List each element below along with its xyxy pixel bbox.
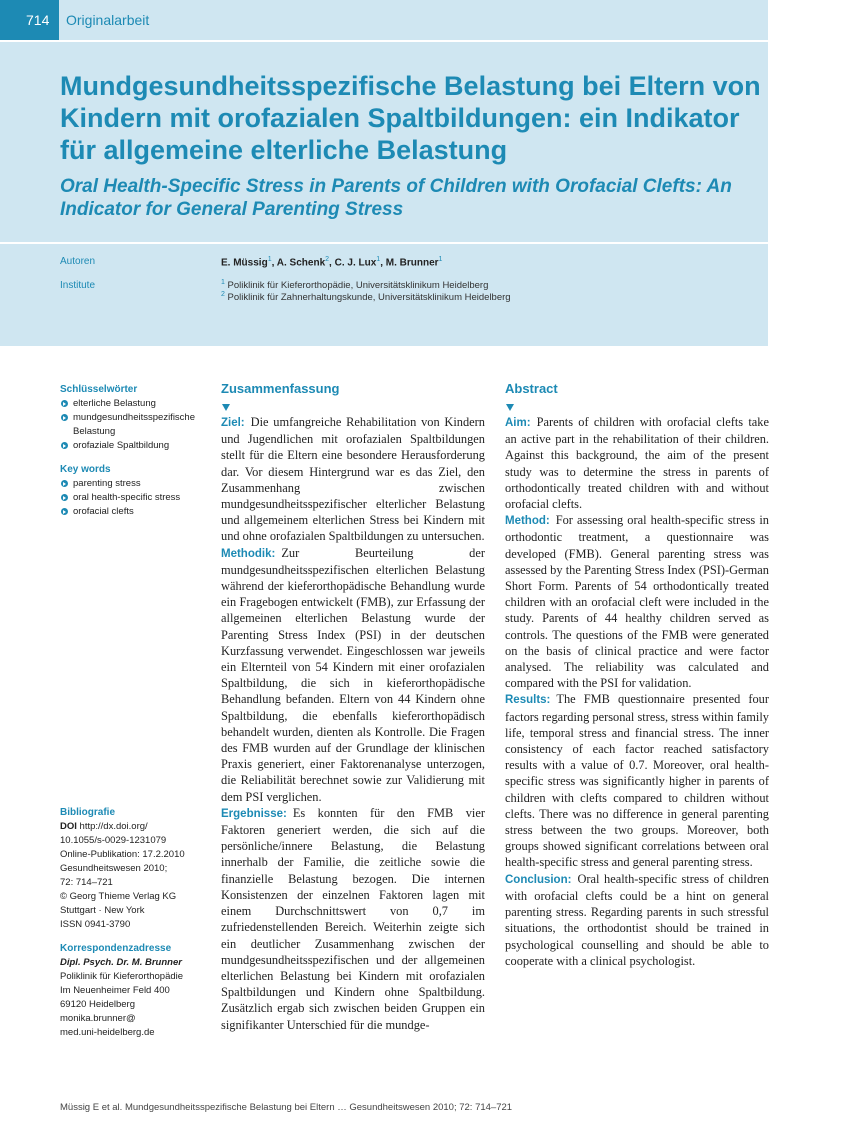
keyword-item: mundgesundheitsspezifische Belastung: [60, 411, 220, 439]
header-divider: [0, 40, 768, 42]
title-english: Oral Health-Specific Stress in Parents of Children with Orofacial Clefts: An Indicator for General Parenting Stress: [60, 176, 732, 220]
bullet-arrow-icon: [61, 400, 68, 407]
author-name: C. J. Lux: [334, 257, 377, 269]
biblio-line: Online-Publikation: 17.2.2010: [60, 849, 185, 860]
bibliography-panel: [60, 806, 220, 1040]
abstract-paragraph: Ergebnisse: Es konnten für den FMB vier Faktoren generiert werden, die sich auf die persönliche/innere Belastung, die Belastung innerhalb der Familie, die zeitliche sowie die finanzielle Belastung bezogen. Die internen Konsistenzen der einzelnen Faktoren lagen mit einem Durchschnittswert von 0,7 im zufriedenstellenden Bereich. Weiterhin zeigte sich ein deutlicher Zusammenhang zwischen der mundgesundheitsspezifischen und der allgemeinen elterlichen Belastung bei Kindern mit orofazialen Spaltbildungen und Kindern ohne Spaltbildung. Zusätzlich ergab sich zwischen beiden Gruppen ein signifikanter Unterschied für die mundge-: [221, 805, 485, 1032]
keyword-item: orofaziale Spaltbildung: [60, 439, 220, 453]
contact-email[interactable]: med.uni-heidelberg.de: [60, 1027, 155, 1038]
biblio-line: 10.1055/s-0029-1231079: [60, 835, 167, 846]
bullet-arrow-icon: [61, 414, 68, 421]
biblio-line: ISSN 0941-3790: [60, 919, 131, 930]
title-divider: [0, 242, 768, 244]
bullet-arrow-icon: [61, 480, 68, 487]
biblio-line: © Georg Thieme Verlag KG: [60, 891, 177, 902]
page-footer: Müssig E et al. Mundgesundheitsspezifische Belastung bei Eltern … Gesundheitswesen 2010; 72: 714–721: [60, 1102, 513, 1113]
keyword-item: elterliche Belastung: [60, 397, 220, 411]
contact-line: Im Neuenheimer Feld 400: [60, 985, 170, 996]
institute-line: $^2$ Poliklinik für Zahnerhaltungskunde, Universitätsklinikum Heidelberg: [221, 291, 511, 304]
page-number: 714: [0, 0, 59, 40]
bullet-arrow-icon: [61, 508, 68, 515]
keywords-panel: [60, 383, 220, 519]
contact-line: 69120 Heidelberg: [60, 999, 136, 1010]
abstract-paragraph: Aim: Parents of children with orofacial clefts take an active part in the rehabilitation of their children. Against this background, the aim of the present study was to determine the stress in parents of orthodontically treated children with and without orofacial clefts.: [505, 415, 769, 512]
contact-heading: Korrespondenzadresse: [60, 943, 172, 954]
author-name: E. Müssig: [221, 257, 268, 269]
contact-email[interactable]: monika.brunner@: [60, 1013, 136, 1024]
bibliography-heading: Bibliografie: [60, 807, 116, 818]
biblio-line: 72: 714–721: [60, 877, 113, 888]
contact-name: Dipl. Psych. Dr. M. Brunner: [60, 957, 182, 968]
keyword-item: parenting stress: [60, 477, 220, 491]
abstract-column: [505, 380, 769, 969]
abstract-paragraph: Results: The FMB questionnaire presented four factors regarding personal stress, stress within family life, temporal stress and financial stress. The inner consistency of each factor reached satisfactory results with a value of 0.7. Moreover, oral health-specific stress was significantly higher in parents of children with clefts compared to children without clefts. There was no difference in general parenting stress between the two groups. Moreover, both groups showed significant correlations between oral health-specific stress and general parenting stress.: [505, 692, 769, 870]
institute-line: $^1$ Poliklinik für Kieferorthopädie, Universitätsklinikum Heidelberg: [221, 279, 489, 292]
keyword-item: oral health-specific stress: [60, 491, 220, 505]
doi-line: DOI http://dx.doi.org/: [60, 821, 148, 832]
institutes-label: Institute: [60, 280, 96, 291]
biblio-line: Stuttgart · New York: [60, 905, 145, 916]
authors-label: Autoren: [60, 256, 96, 267]
abstract-paragraph: Method: For assessing oral health-specific stress in orthodontic treatment, a questionnaire was developed (FMB). General parenting stress was assessed by the Parenting Stress Index (PSI)-German Short Form. Parents of 54 orthodontically treated children with an orofacial cleft were included in the study. Parents of 44 healthy children served as controls. The questions of the FMB were generated on the basis of clinical practice and were factor analysed. The reliability was calculated and compared with the PSI for validation.: [505, 513, 769, 691]
author-name: M. Brunner: [385, 257, 439, 269]
keyword-item: orofacial clefts: [60, 505, 220, 519]
abstract-paragraph: Methodik: Zur Beurteilung der mundgesundheitsspezifischen elterlichen Belastung während der kieferorthopädische Behandlung wurde ein Fragebogen entwickelt (FMB), zur Erfassung der allgemeinen elterlichen Belastung wurde der Parenting Stress Index (PSI) in der deutschen Kurzfassung verwendet. Eingeschlossen war jeweils ein Elternteil von 54 Kindern mit einer orofazialen Spaltbildung, die sich in kieferorthopädische Behandlung befanden. Eltern von 44 Kindern ohne Spaltbildung, die ebenfalls kieferorthopädisch behandelt wurden, dienten als Kontrolle. Die Fragen des FMB wurden auf der Grundlage der klinischen Praxis generiert, einer Faktorenanalyse unterzogen, die Reliabilität berechnet sowie zur Validierung mit dem PSI verglichen.: [221, 545, 485, 804]
abstract-paragraph: Ziel: Die umfangreiche Rehabilitation von Kindern und Jugendlichen mit orofazialen Spaltbildungen stellt für die Eltern eine besondere Herausforderung dar. Vor diesem Hintergrund war es das Ziel, den Zusammenhang zwischen mundgesundheitsspezifischer elterlicher Belastung und allgemeinem elterlichen Stress bei Kindern mit und ohne orofazialen Spaltbildungen zu untersuchen.: [221, 415, 485, 544]
biblio-line: Gesundheitswesen 2010;: [60, 863, 168, 874]
triangle-down-icon: [222, 404, 230, 411]
author-list: E. Müssig$^1$, A. Schenk$^2$, C. J. Lux$^1$, M. Brunner$^1$: [221, 256, 443, 269]
doi-link[interactable]: http://dx.doi.org/: [79, 821, 148, 832]
keywords-de-heading: Schlüsselwörter: [60, 384, 138, 395]
author-name: A. Schenk: [276, 257, 326, 269]
title-german: Mundgesundheitsspezifische Belastung bei Eltern von Kindern mit orofazialen Spaltbildungen: ein Indikator für allgemeine elterliche Belastung: [60, 71, 761, 165]
triangle-down-icon: [506, 404, 514, 411]
abstract-paragraph: Conclusion: Oral health-specific stress of children with orofacial clefts could be a hint on general parenting stress. Regarding parents in such stressful situations, the orthodontist should be trained in psychological counselling and should be able to cooperate with a clinical psychologist.: [505, 871, 769, 968]
abstract-heading: Abstract: [505, 381, 558, 396]
keywords-en-heading: Key words: [60, 464, 111, 475]
contact-line: Poliklinik für Kieferorthopädie: [60, 971, 184, 982]
bullet-arrow-icon: [61, 494, 68, 501]
section-label: Originalarbeit: [66, 12, 150, 28]
zusammenfassung-heading: Zusammenfassung: [221, 381, 340, 396]
zusammenfassung-column: [221, 380, 485, 1033]
bullet-arrow-icon: [61, 442, 68, 449]
